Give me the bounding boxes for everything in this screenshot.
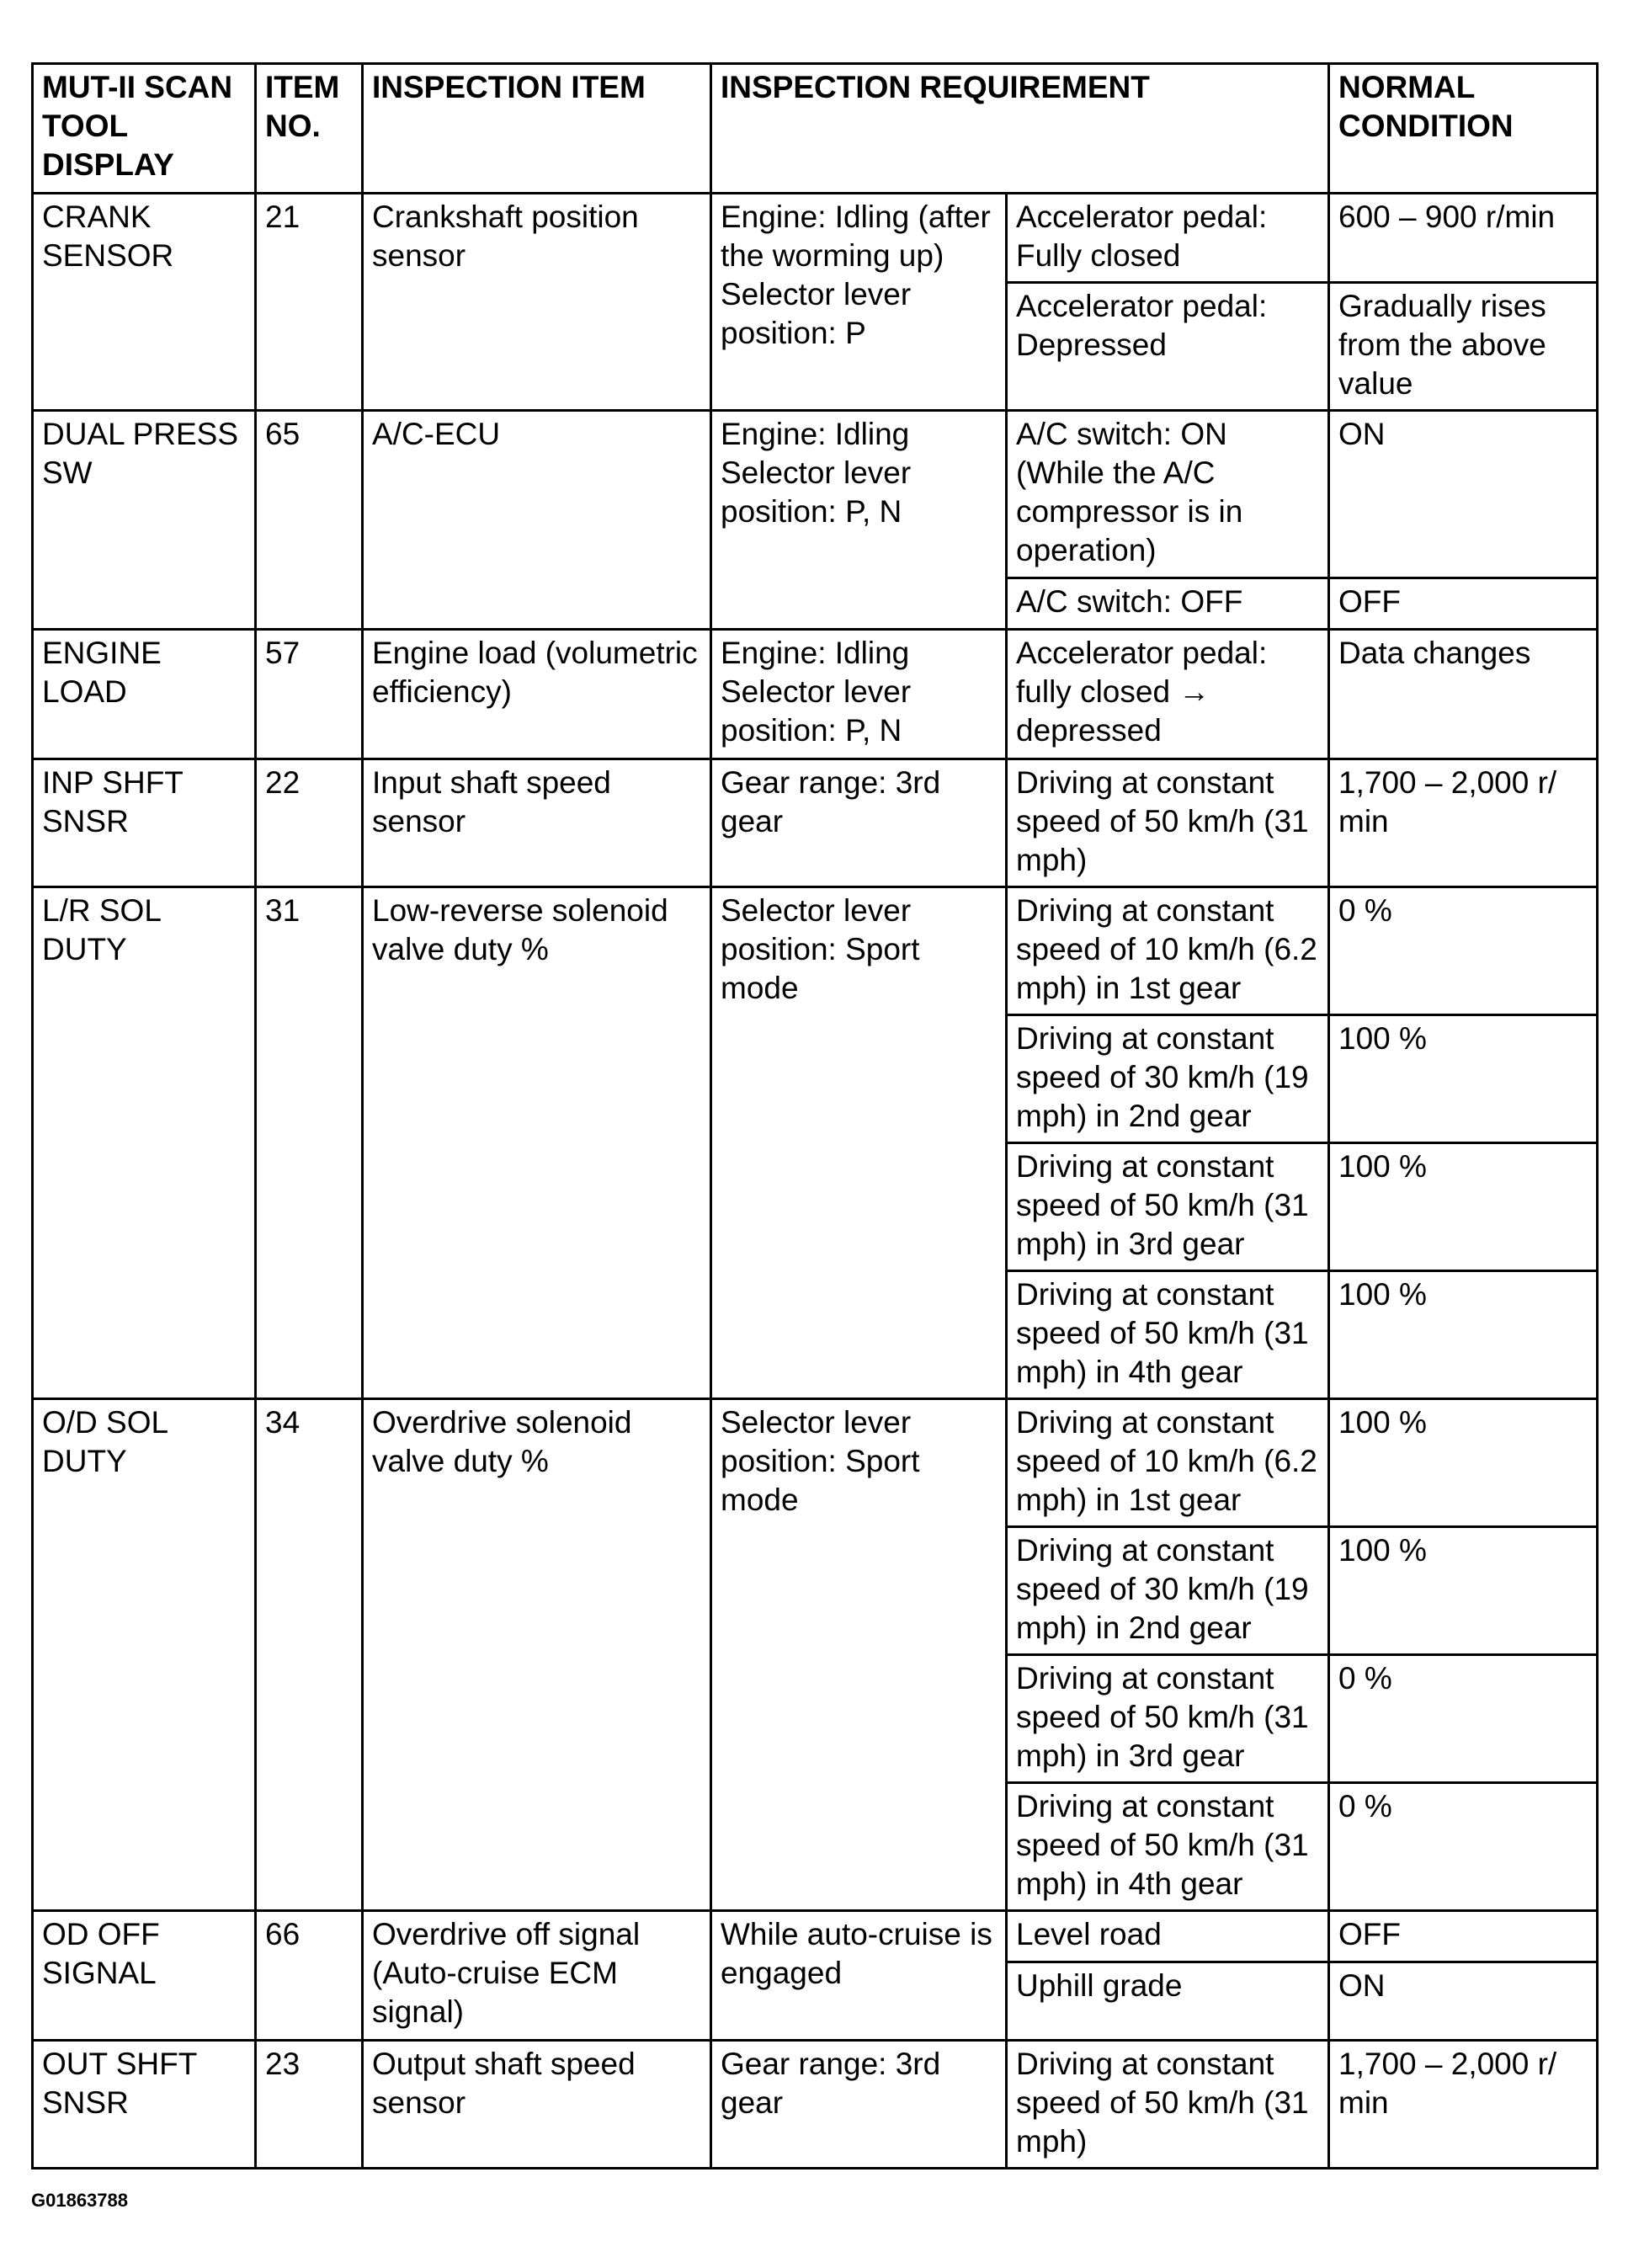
header-display: MUT-II SCAN TOOL DISPLAY (33, 64, 256, 194)
display-cell: ENGINE LOAD (33, 630, 256, 759)
normal-value-cell: 0 % (1329, 1783, 1598, 1911)
condition-cell: Uphill grade (1007, 1962, 1329, 2041)
display-cell: OD OFF SIGNAL (33, 1911, 256, 2041)
inspection-item-cell: A/C-ECU (363, 411, 711, 630)
condition-cell: Driving at constant speed of 50 km/h (31 mph) (1007, 2041, 1329, 2169)
condition-cell: Level road (1007, 1911, 1329, 1962)
condition-cell: Driving at constant speed of 50 km/h (31 mph) in 4th gear (1007, 1783, 1329, 1911)
inspection-item-cell: Input shaft speed sensor (363, 759, 711, 887)
condition-cell: Driving at constant speed of 50 km/h (31 mph) in 3rd gear (1007, 1143, 1329, 1271)
condition-cell: Driving at constant speed of 50 km/h (31 mph) in 3rd gear (1007, 1655, 1329, 1783)
normal-value-cell: 100 % (1329, 1015, 1598, 1143)
item-no-cell: 66 (256, 1911, 363, 2041)
display-cell: INP SHFT SNSR (33, 759, 256, 887)
normal-value-cell: 1,700 – 2,000 r/ min (1329, 759, 1598, 887)
table-row (33, 194, 1598, 283)
inspection-table (31, 62, 1599, 2170)
inspection-item-cell: Crankshaft position sensor (363, 194, 711, 411)
display-cell: OUT SHFT SNSR (33, 2041, 256, 2169)
condition-cell: A/C switch: OFF (1007, 578, 1329, 630)
normal-value-cell: 0 % (1329, 1655, 1598, 1783)
item-no-cell: 57 (256, 630, 363, 759)
header-inspection-item: INSPECTION ITEM (363, 64, 711, 194)
normal-value-cell: 1,700 – 2,000 r/ min (1329, 2041, 1598, 2169)
normal-value-cell: 100 % (1329, 1143, 1598, 1271)
normal-value-cell: 100 % (1329, 1271, 1598, 1399)
condition-cell: Driving at constant speed of 30 km/h (19 mph) in 2nd gear (1007, 1015, 1329, 1143)
item-no-cell: 65 (256, 411, 363, 630)
table-row (33, 1911, 1598, 1962)
requirement-cell: While auto-cruise is engaged (711, 1911, 1007, 2041)
header-inspection-requirement: INSPECTION REQUIREMENT (711, 64, 1329, 194)
condition-cell: Driving at constant speed of 50 km/h (31 mph) in 4th gear (1007, 1271, 1329, 1399)
normal-value-cell: OFF (1329, 1911, 1598, 1962)
header-normal-condition: NORMAL CONDITION (1329, 64, 1598, 194)
requirement-cell: Gear range: 3rd gear (711, 2041, 1007, 2169)
table-row (33, 411, 1598, 578)
condition-cell: Accelerator pedal: Fully closed (1007, 194, 1329, 283)
condition-cell: Driving at constant speed of 10 km/h (6.2 mph) in 1st gear (1007, 1399, 1329, 1527)
inspection-item-cell: Low-reverse solenoid valve duty % (363, 887, 711, 1399)
display-cell: O/D SOL DUTY (33, 1399, 256, 1911)
normal-value-cell: 600 – 900 r/min (1329, 194, 1598, 283)
normal-value-cell: Gradually rises from the above value (1329, 283, 1598, 411)
item-no-cell: 23 (256, 2041, 363, 2169)
requirement-cell: Selector lever position: Sport mode (711, 887, 1007, 1399)
condition-cell: A/C switch: ON (While the A/C compressor is in operation) (1007, 411, 1329, 578)
item-no-cell: 34 (256, 1399, 363, 1911)
requirement-cell: Engine: Idling (after the worming up) Selector lever position: P (711, 194, 1007, 411)
inspection-item-cell: Overdrive off signal (Auto-cruise ECM signal) (363, 1911, 711, 2041)
header-row (33, 64, 1598, 194)
requirement-cell: Engine: Idling Selector lever position: P, N (711, 630, 1007, 759)
inspection-item-cell: Engine load (volumetric efficiency) (363, 630, 711, 759)
condition-cell: Driving at constant speed of 10 km/h (6.2 mph) in 1st gear (1007, 887, 1329, 1015)
normal-value-cell: 0 % (1329, 887, 1598, 1015)
item-no-cell: 22 (256, 759, 363, 887)
requirement-cell: Engine: Idling Selector lever position: P, N (711, 411, 1007, 630)
figure-id: G01863788 (31, 2190, 128, 2211)
inspection-item-cell: Output shaft speed sensor (363, 2041, 711, 2169)
requirement-cell: Gear range: 3rd gear (711, 759, 1007, 887)
display-cell: CRANK SENSOR (33, 194, 256, 411)
display-cell: DUAL PRESS SW (33, 411, 256, 630)
normal-value-cell: 100 % (1329, 1399, 1598, 1527)
table-row (33, 630, 1598, 759)
table-row (33, 1399, 1598, 1527)
condition-cell: Accelerator pedal: Depressed (1007, 283, 1329, 411)
header-item-no: ITEM NO. (256, 64, 363, 194)
condition-cell: Accelerator pedal: fully closed → depressed (1007, 630, 1329, 759)
item-no-cell: 21 (256, 194, 363, 411)
table-row (33, 2041, 1598, 2169)
condition-cell: Driving at constant speed of 30 km/h (19 mph) in 2nd gear (1007, 1527, 1329, 1655)
normal-value-cell: Data changes (1329, 630, 1598, 759)
requirement-cell: Selector lever position: Sport mode (711, 1399, 1007, 1911)
normal-value-cell: OFF (1329, 578, 1598, 630)
normal-value-cell: 100 % (1329, 1527, 1598, 1655)
condition-cell: Driving at constant speed of 50 km/h (31 mph) (1007, 759, 1329, 887)
table-row (33, 887, 1598, 1015)
inspection-item-cell: Overdrive solenoid valve duty % (363, 1399, 711, 1911)
table-row (33, 759, 1598, 887)
table-body (33, 194, 1598, 2169)
normal-value-cell: ON (1329, 411, 1598, 578)
item-no-cell: 31 (256, 887, 363, 1399)
normal-value-cell: ON (1329, 1962, 1598, 2041)
display-cell: L/R SOL DUTY (33, 887, 256, 1399)
